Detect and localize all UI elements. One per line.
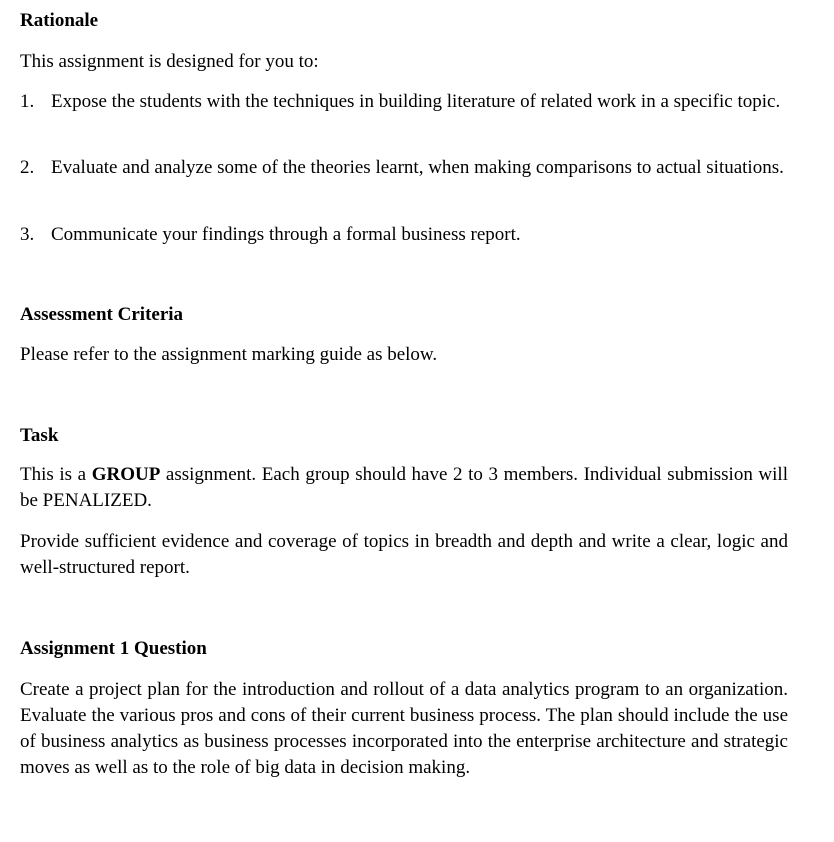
list-item [20,222,788,248]
question-text: Create a project plan for the introduction and rollout of a data analytics program to an organization. Evaluate the various pros and cons of their current business process. The plan should include the use of business analytics as business processes incorporated into the enterprise architecture and strategic moves as well as to the role of big data in decision making. [20,679,788,778]
list-number: 2. [20,157,35,178]
assessment-heading: Assessment Criteria [20,304,184,325]
rationale-intro: This assignment is designed for you to: [20,51,319,72]
rationale-heading: Rationale [20,10,99,31]
list-item-text: Communicate your findings through a formal business report. [51,224,521,245]
task-text-prefix: This is a [20,464,92,485]
list-item-text: Expose the students with the techniques in building literature of related work in a specific topic. [51,91,781,112]
question-heading: Assignment 1 Question [20,638,207,659]
list-number: 1. [20,91,35,112]
list-item [20,89,788,115]
list-item [20,155,788,181]
task-paragraph-2: Provide sufficient evidence and coverage of topics in breadth and depth and write a clear, logic and well-structured report. [20,531,788,578]
task-paragraph-1 [20,462,788,514]
task-heading: Task [20,425,59,446]
task-text-emphasis: GROUP [91,464,161,485]
list-number: 3. [20,224,35,245]
task-text-suffix: assignment. Each group should have 2 to 3 members. Individual submission will be PENALIZED. [20,464,788,511]
list-item-text: Evaluate and analyze some of the theories learnt, when making comparisons to actual situations. [51,157,784,178]
assessment-text: Please refer to the assignment marking guide as below. [20,344,438,365]
